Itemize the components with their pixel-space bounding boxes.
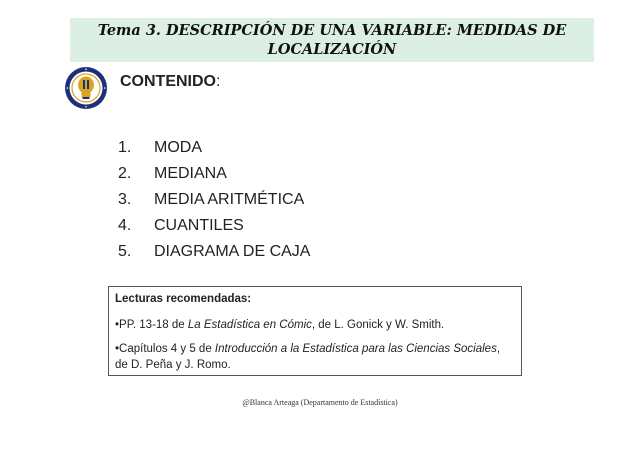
slide-title-line1: Tema 3. DESCRIPCIÓN DE UNA VARIABLE: MEDIDAS DE — [97, 22, 567, 39]
university-seal-icon — [64, 66, 108, 110]
reading-book-title: La Estadística en Cómic — [187, 319, 312, 331]
content-heading-text: CONTENIDO — [120, 73, 216, 90]
contents-list — [118, 135, 310, 265]
list-item-number: 2. — [118, 165, 132, 182]
list-item-label: MODA — [154, 139, 202, 156]
list-item-label: CUANTILES — [154, 217, 244, 234]
list-item-label: MEDIA ARITMÉTICA — [154, 191, 305, 208]
list-item-label: DIAGRAMA DE CAJA — [154, 243, 311, 260]
readings-title: Lecturas recomendadas: — [115, 293, 252, 305]
recommended-readings-box — [108, 286, 522, 376]
reading-prefix: •Capítulos 4 y 5 de — [115, 343, 215, 355]
list-item-number: 4. — [118, 217, 132, 234]
list-item — [118, 187, 310, 213]
list-item-number: 5. — [118, 243, 132, 260]
content-heading-colon: : — [216, 73, 221, 90]
reading-suffix: , de D. Peña y J. Romo. — [115, 343, 501, 371]
list-item — [118, 213, 310, 239]
list-item-label: MEDIANA — [154, 165, 227, 182]
reading-suffix: , de L. Gonick y W. Smith. — [311, 319, 445, 331]
list-item — [118, 239, 310, 265]
reading-prefix: •PP. 13-18 de — [115, 319, 188, 331]
reading-item — [115, 317, 515, 333]
list-item — [118, 161, 310, 187]
footer-credit: @Blanca Arteaga (Departamento de Estadística) — [242, 398, 398, 407]
reading-item — [115, 341, 515, 373]
list-item — [118, 135, 310, 161]
list-item-number: 1. — [118, 139, 132, 156]
reading-book-title: Introducción a la Estadística para las Ciencias Sociales — [214, 343, 497, 355]
content-heading — [120, 73, 220, 91]
list-item-number: 3. — [118, 191, 132, 208]
slide-title — [70, 18, 594, 62]
slide-title-line2: LOCALIZACIÓN — [267, 41, 397, 58]
